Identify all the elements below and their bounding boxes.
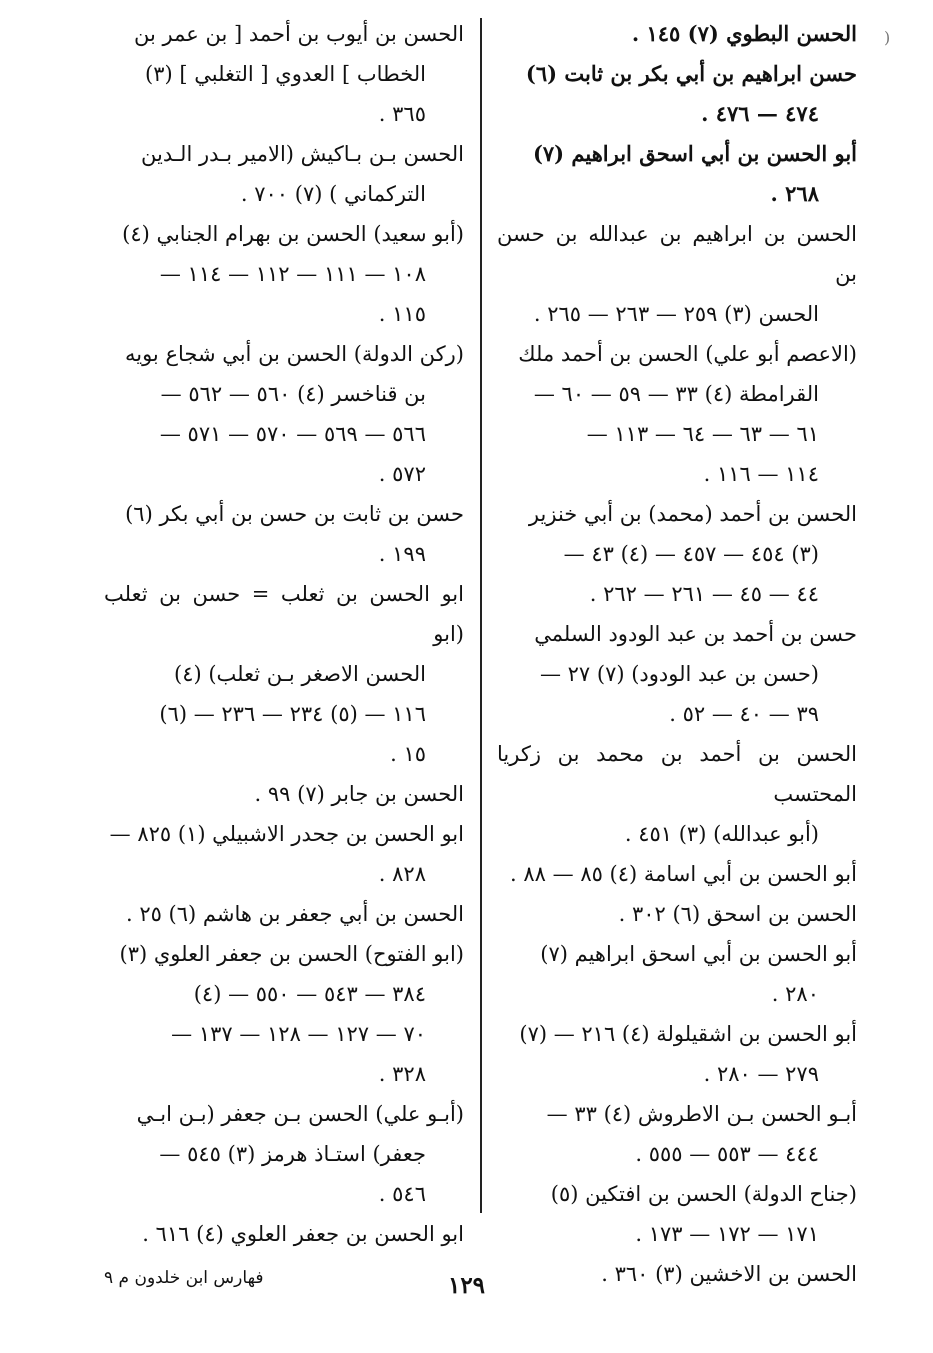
index-entry (497, 334, 857, 494)
index-column-right (497, 14, 857, 1294)
entry-heading-line: الحسن بن الاخشين (٣) ٣٦٠ . (601, 1262, 857, 1286)
entry-heading-line: حسن بن ثابت بن حسن بن أبي بكر (٦) (125, 502, 464, 526)
entry-heading-line: الحسن بن ابراهيم بن عبدالله بن حسن بن (497, 222, 857, 286)
entry-continuation-line: ٥٦٦ — ٥٦٩ — ٥٧٠ — ٥٧١ — (159, 422, 426, 446)
entry-continuation-line: (حسن بن عبد الودود) (٧) ٢٧ — (539, 662, 819, 686)
entry-continuation-line: ٣٦٥ . (378, 102, 426, 126)
entry-heading-line: (الاعصم أبو علي) الحسن بن أحمد ملك (518, 342, 857, 366)
entry-continuation-line: الحسن (٣) ٢٥٩ — ٢٦٣ — ٢٦٥ . (533, 302, 819, 326)
index-entry (104, 334, 464, 494)
index-entry (497, 134, 857, 214)
entry-heading-line: (أبو سعيد) الحسن بن بهرام الجنابي (٤) (122, 222, 464, 246)
entry-continuation-line: بن قناخسر (٤) ٥٦٠ — ٥٦٢ — (160, 382, 426, 406)
index-entry (104, 934, 464, 1094)
entry-continuation-line: القرامطة (٤) ٣٣ — ٥٩ — ٦٠ — (533, 382, 819, 406)
entry-heading-line: حسن بن أحمد بن عبد الودود السلمي (534, 622, 857, 646)
footer-label: فهارس ابن خلدون م ٩ (104, 1268, 264, 1288)
entry-continuation-line: ٢٨٠ . (771, 982, 819, 1006)
entry-continuation-line: الحسن الاصغر بـن ثعلب) (٤) (174, 662, 426, 686)
entry-continuation-line: ١١٤ — ١١٦ . (703, 462, 819, 486)
entry-continuation-line: ٥٤٦ . (378, 1182, 426, 1206)
entry-continuation-line: ٢٦٨ . (770, 181, 819, 206)
entry-continuation-line: ٣٩ — ٤٠ — ٥٢ . (669, 702, 819, 726)
entry-continuation-line: ٤٤٤ — ٥٥٣ — ٥٥٥ . (635, 1142, 819, 1166)
column-divider (480, 18, 482, 1213)
index-entry (497, 1094, 857, 1174)
index-entry (104, 774, 464, 814)
entry-continuation-line: ١٩٩ . (378, 542, 426, 566)
entry-heading-line: الحسن بـن بـاكيش (الامير بـدر الـدين (141, 142, 464, 166)
margin-mark: ) (884, 28, 891, 47)
entry-heading-line: الحسن بن جابر (٧) ٩٩ . (254, 782, 464, 806)
entry-heading-line: (ابو الفتوح) الحسن بن جعفر العلوي (٣) (119, 942, 464, 966)
entry-heading-line: ابو الحسن بن ثعلب = حسن بن ثعلب (ابو (104, 582, 464, 646)
entry-heading-line: حسن ابراهيم بن أبي بكر بن ثابت (٦) (525, 61, 857, 86)
index-entry (104, 814, 464, 894)
entry-heading-line: (جناح الدولة) الحسن بن افتكين (٥) (550, 1182, 857, 1206)
index-entry (104, 14, 464, 134)
entry-continuation-line: ٤٤ — ٤٥ — ٢٦١ — ٢٦٢ . (589, 582, 819, 606)
entry-continuation-line: التركماني ) (٧) ٧٠٠ . (240, 182, 426, 206)
index-entry (104, 1094, 464, 1214)
index-entry (104, 494, 464, 574)
index-entry (497, 1014, 857, 1094)
index-entry (497, 494, 857, 614)
entry-continuation-line: ١١٦ — (٥) ٢٣٤ — ٢٣٦ — (٦) (159, 702, 426, 726)
index-entry (104, 1214, 464, 1254)
entry-continuation-line: ٨٢٨ . (378, 862, 426, 886)
index-entry (104, 134, 464, 214)
entry-heading-line: (أبـو علي) الحسن بـن جعفر (بـن ابـي (136, 1102, 464, 1126)
entry-continuation-line: ٦١ — ٦٣ — ٦٤ — ١١٣ — (586, 422, 819, 446)
entry-continuation-line: جعفر) استـاذ هرمز (٣) ٥٤٥ — (159, 1142, 426, 1166)
entry-heading-line: أبو الحسن بن اشقيلولة (٤) ٢١٦ — (٧) (519, 1022, 857, 1046)
entry-heading-line: الحسن بن أيوب بن أحمد [ بن عمر بن (134, 22, 464, 46)
index-entry (497, 1174, 857, 1254)
entry-heading-line: (ركن الدولة) الحسن بن أبي شجاع بويه (124, 342, 464, 366)
entry-continuation-line: ٧٠ — ١٢٧ — ١٢٨ — ١٣٧ — (171, 1022, 426, 1046)
entry-continuation-line: (٣) ٤٥٤ — ٤٥٧ — (٤) ٤٣ — (563, 542, 819, 566)
entry-heading-line: أبو الحسن بن أبي اسامة (٤) ٨٥ — ٨٨ . (510, 862, 857, 886)
index-entry (104, 214, 464, 334)
index-entry (497, 54, 857, 134)
entry-continuation-line: ٣٨٤ — ٥٤٣ — ٥٥٠ — (٤) (193, 982, 426, 1006)
index-entry (497, 14, 857, 54)
entry-heading-line: الحسن بن اسحق (٦) ٣٠٢ . (618, 902, 857, 926)
entry-heading-line: ابو الحسن بن جعفر العلوي (٤) ٦١٦ . (142, 1222, 464, 1246)
entry-continuation-line: ١١٥ . (378, 302, 426, 326)
entry-continuation-line: (أبو عبدالله) (٣) ٤٥١ . (624, 822, 819, 846)
index-entry (497, 214, 857, 334)
entry-heading-line: أبـو الحسن بـن الاطروش (٤) ٣٣ — (546, 1102, 857, 1126)
index-entry (497, 934, 857, 1014)
entry-heading-line: الحسن بن أحمد (محمد) بن أبي خنزير (528, 502, 857, 526)
entry-continuation-line: ٣٢٨ . (378, 1062, 426, 1086)
index-entry (497, 894, 857, 934)
entry-continuation-line: ٥٧٢ . (378, 462, 426, 486)
index-column-left (104, 14, 464, 1254)
index-entry (104, 574, 464, 774)
entry-heading-line: الحسن بن أبي جعفر بن هاشم (٦) ٢٥ . (125, 902, 464, 926)
index-entry (497, 614, 857, 734)
entry-heading-line: الحسن بن أحمد بن محمد بن زكريا المحتسب (497, 742, 857, 806)
entry-continuation-line: ١٠٨ — ١١١ — ١١٢ — ١١٤ — (159, 262, 426, 286)
entry-continuation-line: ١٥ . (390, 742, 426, 766)
entry-heading-line: أبو الحسن بن أبي اسحق ابراهيم (٧) (540, 942, 857, 966)
entry-heading-line: ابو الحسن بن جحدر الاشبيلي (١) ٨٢٥ — (109, 822, 464, 846)
entry-continuation-line: ٤٧٤ — ٤٧٦ . (701, 101, 819, 126)
index-entry (497, 734, 857, 854)
entry-continuation-line: الخطاب ] العدوي [ التغلبي ] (٣) (145, 62, 426, 86)
index-entry (497, 854, 857, 894)
page-number: ١٢٩ (447, 1272, 486, 1299)
index-entry (104, 894, 464, 934)
entry-continuation-line: ١٧١ — ١٧٢ — ١٧٣ . (635, 1222, 819, 1246)
entry-heading-line: أبو الحسن بن أبي اسحق ابراهيم (٧) (532, 141, 857, 166)
entry-continuation-line: ٢٧٩ — ٢٨٠ . (703, 1062, 819, 1086)
entry-heading-line: الحسن البطوي (٧) ١٤٥ . (631, 21, 857, 46)
